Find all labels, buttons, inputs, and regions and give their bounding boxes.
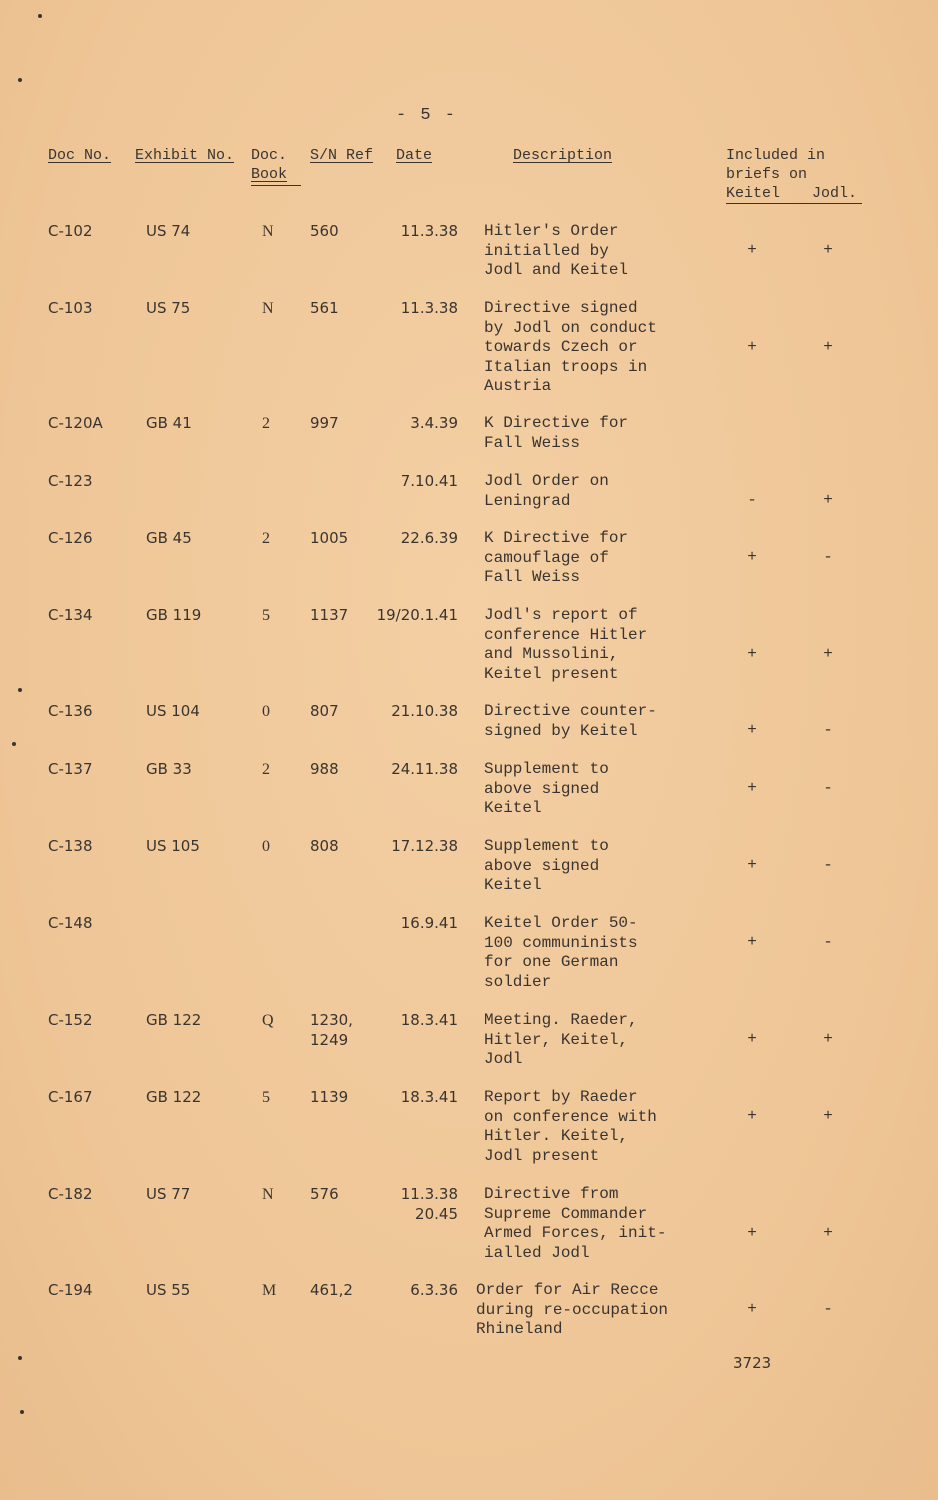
doc-no: C-120A — [48, 414, 103, 432]
keitel-mark: + — [747, 1300, 757, 1318]
jodl-mark: - — [823, 1300, 833, 1318]
description: K Directive for camouflage of Fall Weiss — [484, 529, 629, 586]
description: Jodl's report of conference Hitler and Mussolini, Keitel present — [484, 606, 648, 683]
doc-book: 5 — [262, 1089, 270, 1106]
description: K Directive for Fall Weiss — [484, 414, 629, 452]
scan-mark — [18, 78, 22, 82]
exhibit-no: US 104 — [146, 702, 200, 720]
doc-no: C-152 — [48, 1011, 93, 1029]
header-date: Date — [396, 147, 433, 164]
doc-no: C-102 — [48, 222, 93, 240]
description: Report by Raeder on conference with Hitler. Keitel, Jodl present — [484, 1088, 657, 1165]
date: 24.11.38 — [391, 760, 458, 778]
jodl-mark: + — [823, 1224, 833, 1242]
exhibit-no: US 77 — [146, 1185, 191, 1203]
keitel-mark: + — [747, 1030, 757, 1048]
date: 22.6.39 — [400, 529, 458, 547]
exhibit-no: GB 119 — [146, 606, 202, 624]
jodl-mark: + — [823, 338, 833, 356]
jodl-mark: - — [823, 779, 833, 797]
exhibit-no: GB 33 — [146, 760, 192, 778]
header-included-1: Included in — [726, 147, 826, 164]
doc-book: N — [262, 1186, 274, 1203]
doc-no: C-138 — [48, 837, 93, 855]
doc-book: 2 — [262, 415, 270, 432]
date: 11.3.38 20.45 — [400, 1185, 458, 1223]
doc-no: C-123 — [48, 472, 93, 490]
description: Directive signed by Jodl on conduct towards Czech or Italian troops in Austria — [484, 299, 657, 395]
header-included-rule — [726, 203, 862, 204]
header-jodl: Jodl. — [812, 185, 858, 202]
page-number: - 5 - — [396, 106, 458, 125]
jodl-mark: + — [823, 491, 833, 509]
sn-ref: 1005 — [310, 529, 349, 547]
jodl-mark: - — [823, 548, 833, 566]
header-doc-book-1: Doc. — [251, 147, 288, 164]
description: Directive counter- signed by Keitel — [484, 702, 657, 740]
header-exhibit-no: Exhibit No. — [135, 147, 235, 164]
date: 21.10.38 — [391, 702, 458, 720]
doc-no: C-134 — [48, 606, 93, 624]
jodl-mark: - — [823, 721, 833, 739]
doc-book: M — [262, 1282, 277, 1299]
date: 16.9.41 — [400, 914, 458, 932]
exhibit-no: US 74 — [146, 222, 191, 240]
exhibit-no: GB 122 — [146, 1011, 202, 1029]
keitel-mark: + — [747, 645, 757, 663]
jodl-mark: + — [823, 241, 833, 259]
doc-book: N — [262, 223, 274, 240]
description: Supplement to above signed Keitel — [484, 760, 609, 817]
footer-page-number: 3723 — [733, 1354, 772, 1372]
date: 17.12.38 — [391, 837, 458, 855]
doc-no: C-137 — [48, 760, 93, 778]
doc-no: C-136 — [48, 702, 93, 720]
doc-book: 0 — [262, 838, 270, 855]
keitel-mark: - — [747, 491, 757, 509]
keitel-mark: + — [747, 856, 757, 874]
header-sn-ref: S/N Ref — [310, 147, 374, 164]
keitel-mark: + — [747, 721, 757, 739]
description: Jodl Order on Leningrad — [484, 472, 609, 510]
date: 6.3.36 — [410, 1281, 458, 1299]
keitel-mark: + — [747, 548, 757, 566]
doc-no: C-182 — [48, 1185, 93, 1203]
doc-no: C-126 — [48, 529, 93, 547]
description: Supplement to above signed Keitel — [484, 837, 609, 894]
doc-book: 5 — [262, 607, 270, 624]
doc-book: Q — [262, 1012, 274, 1029]
description: Hitler's Order initialled by Jodl and Keitel — [484, 222, 629, 279]
sn-ref: 1139 — [310, 1088, 349, 1106]
sn-ref: 576 — [310, 1185, 339, 1203]
header-doc-book-2: Book — [251, 166, 288, 183]
header-description: Description — [513, 147, 613, 164]
keitel-mark: + — [747, 933, 757, 951]
date: 18.3.41 — [400, 1088, 458, 1106]
keitel-mark: + — [747, 338, 757, 356]
header-doc-no: Doc No. — [48, 147, 112, 164]
doc-book: N — [262, 300, 274, 317]
scan-mark — [38, 14, 42, 18]
sn-ref: 988 — [310, 760, 339, 778]
sn-ref: 561 — [310, 299, 339, 317]
sn-ref: 808 — [310, 837, 339, 855]
exhibit-no: US 55 — [146, 1281, 191, 1299]
keitel-mark: + — [747, 779, 757, 797]
sn-ref: 560 — [310, 222, 339, 240]
date: 3.4.39 — [410, 414, 458, 432]
sn-ref: 997 — [310, 414, 339, 432]
header-doc-book-rule — [251, 185, 301, 186]
keitel-mark: + — [747, 1107, 757, 1125]
doc-book: 2 — [262, 761, 270, 778]
jodl-mark: - — [823, 856, 833, 874]
keitel-mark: + — [747, 241, 757, 259]
date: 11.3.38 — [400, 299, 458, 317]
doc-no: C-167 — [48, 1088, 93, 1106]
date: 11.3.38 — [400, 222, 458, 240]
exhibit-no: GB 45 — [146, 529, 192, 547]
exhibit-no: GB 41 — [146, 414, 192, 432]
date: 18.3.41 — [400, 1011, 458, 1029]
sn-ref: 1137 — [310, 606, 349, 624]
doc-no: C-148 — [48, 914, 93, 932]
exhibit-no: US 75 — [146, 299, 191, 317]
doc-no: C-103 — [48, 299, 93, 317]
jodl-mark: - — [823, 933, 833, 951]
date: 19/20.1.41 — [376, 606, 458, 624]
scan-mark — [12, 742, 16, 746]
jodl-mark: + — [823, 1030, 833, 1048]
description: Order for Air Recce during re-occupation Rhineland — [476, 1281, 669, 1338]
doc-book: 0 — [262, 703, 270, 720]
exhibit-no: US 105 — [146, 837, 200, 855]
description: Meeting. Raeder, Hitler, Keitel, Jodl — [484, 1011, 638, 1068]
sn-ref: 461,2 — [310, 1281, 353, 1299]
jodl-mark: + — [823, 1107, 833, 1125]
description: Keitel Order 50- 100 communinists for one German soldier — [484, 914, 638, 991]
exhibit-no: GB 122 — [146, 1088, 202, 1106]
keitel-mark: + — [747, 1224, 757, 1242]
header-keitel: Keitel — [726, 185, 781, 202]
jodl-mark: + — [823, 645, 833, 663]
doc-book: 2 — [262, 530, 270, 547]
date: 7.10.41 — [400, 472, 458, 490]
scan-mark — [20, 1410, 24, 1414]
scan-mark — [18, 1356, 22, 1360]
scan-mark — [18, 688, 22, 692]
doc-no: C-194 — [48, 1281, 93, 1299]
sn-ref: 807 — [310, 702, 339, 720]
header-included-2: briefs on — [726, 166, 808, 183]
description: Directive from Supreme Commander Armed Forces, init- ialled Jodl — [484, 1185, 667, 1262]
sn-ref: 1230, 1249 — [310, 1011, 353, 1049]
